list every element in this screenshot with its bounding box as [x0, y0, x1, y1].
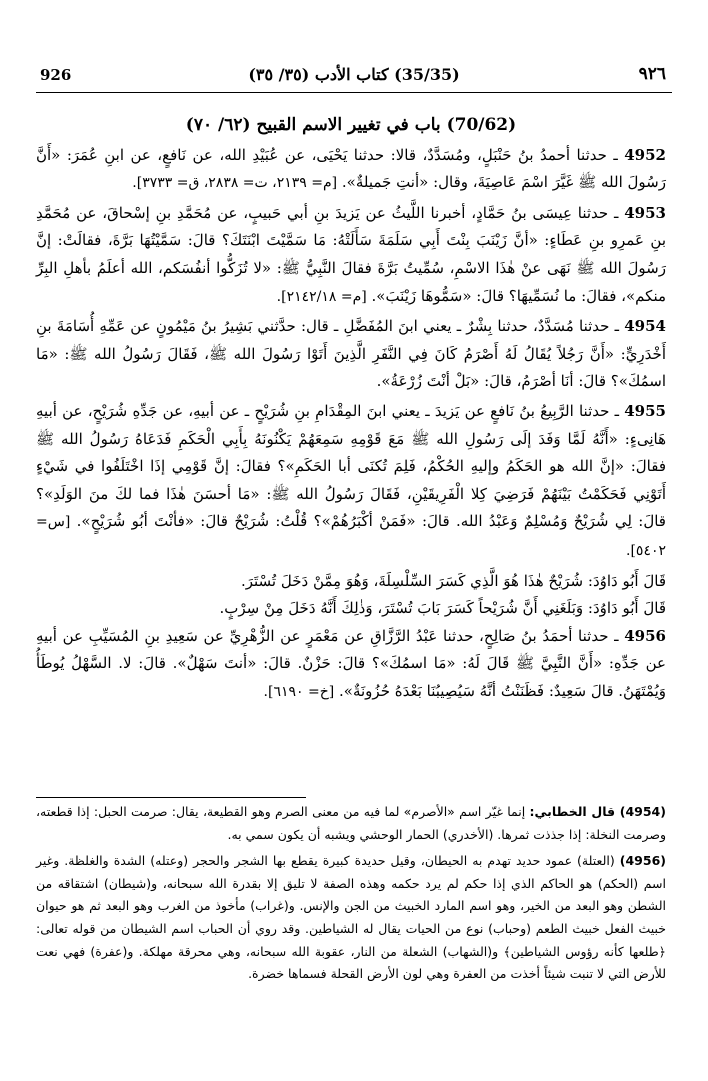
chapter-heading: (70/62) باب في تغيير الاسم القبيح (٦٢/ ٧٠) — [185, 115, 517, 135]
hadith-text: ـ حدثنا أحمدُ بنُ حَنْبَلٍ، ومُسَدَّدٌ، قالا: حدثنا يَحْيَى، عن عُبَيْدِ الله، عن نَافعٍ، عن ابنِ عُمَرَ: «أَنَّ رَسُولَ الله ﷺ غَيَّرَ اسْمَ عَاصِيَةَ، وقال: «أنتِ جَميلةٌ». — [36, 145, 666, 192]
footnotes — [36, 801, 666, 990]
hadith-4952 — [36, 142, 666, 198]
abu-dawud-note-2: قَالَ أَبُو دَاوُدَ: وَبَلَغَنِي أَنَّ شُرَيْحاً كَسَرَ بَابَ تُسْتَرَ، وَذٰلِكَ أَنَّهُ دَخَلَ مِنْ سِرْبٍ. — [219, 599, 666, 618]
footnote-4954 — [36, 801, 666, 846]
hadith-number: 4953 — [624, 203, 666, 222]
footnote-head: (4954) قال الخطابي: — [529, 804, 666, 819]
hadith-text: ـ حدثنا أحمَدُ بنُ صَالِحٍ، حدثنا عَبْدُ الرَّزَّاقِ عن مَعْمَرٍ عن الزُّهْرِيِّ عن سَعِيدِ بنِ المُسَيِّبِ عن أبيهِ عن جَدِّهِ: «أَنَّ النَّبِيَّ ﷺ قَالَ لَهُ: «مَا اسمُكَ»؟ قالَ: حَزْنٌ. قالَ: «أنتَ سَهْلٌ». قالَ: لا. السَّهْلُ يُوطَأُ وَيُمْتَهَنُ. قالَ سَعِيدٌ: فَظَنَنْتُ أنَّهُ سَيُصِيبُنَا بَعْدَهُ حُزُونَةٌ». — [36, 626, 666, 700]
running-title: (35/35) كتاب الأدب (٣٥/ ٣٥) — [248, 65, 460, 84]
hadith-number: 4952 — [624, 145, 666, 164]
main-text — [36, 112, 666, 708]
hadith-4953 — [36, 200, 666, 311]
hadith-refs: [م= ٢١٤٢/١٨]. — [276, 288, 367, 305]
hadith-text: ـ حدثنا عِيسَى بنُ حَمَّادٍ، أخبرنا اللَّيثُ عن يَزيدَ بنِ أبي حَبيبٍ، عن مُحَمَّدِ بنِ إسْحاقَ، عن مُحَمَّدِ بنِ عَمرِو بنِ عَطَاءٍ: «أنَّ زَيْنَبَ بِنْتَ أَبِي سَلَمَةَ سَأَلَتْهُ: مَا سَمَّيْتَ ابْنَتَكَ؟ قالَ: سَمَّيْتُهَا بَرَّةَ، فقالَتْ: إنَّ رَسُولَ الله ﷺ نَهَى عنْ هٰذَا الاسْمِ، سُمِّيتُ بَرَّةَ فقالَ النَّبِيُّ ﷺ: «لا تُزَكُّوا أنفُسَكم، الله أعلَمُ بأهلِ البِرِّ منكم»، فقالَ: ما نُسَمِّيهَا؟ قالَ: «سَمُّوهَا زَيْنَبَ». — [36, 203, 666, 305]
page-number-arabic: ٩٢٦ — [638, 64, 666, 84]
hadith-4956 — [36, 623, 666, 707]
abu-dawud-note-1: قَالَ أَبُو دَاوُدَ: شُرَيْحٌ هٰذَا هُوَ الَّذِي كَسَرَ السِّلْسِلَةَ، وَهُوَ مِمَّنْ دَخَلَ تُسْتَرَ. — [240, 571, 666, 590]
hadith-text: ـ حدثنا الرَّبِيعُ بنُ نَافعٍ عن يَزيدَ ـ يعني ابنَ المِقْدَامِ بنِ شُرَيْحٍ ـ عن أبيهِ، عن جَدِّهِ شُرَيْحٍ، عن أبيهِ هَانِىءٍ: «أَنَّهُ لَمَّا وَفَدَ إلَى رَسُولِ الله ﷺ مَعَ قَوْمِهِ سَمِعَهُمْ يَكْنُونَهُ بِأَبِي الْحَكَمِ فَدَعَاهُ رَسُولُ الله ﷺ فقالَ: «إنَّ الله هو الحَكَمُ وإليهِ الحُكْمُ، فَلِمَ تُكنَى أبا الحَكَمِ»؟ فقالَ: إنَّ قَوْمِي إذَا اخْتَلَفُوا في شَيْءٍ أَتَوْنِي فَحَكَمْتُ بَيْنَهُمْ فَرَضِيَ كِلا الْفَرِيقَيْنِ، فَقَالَ رَسُولُ الله ﷺ: «مَا أحسَنَ هٰذَا فما لكَ منَ الوَلَدِ»؟ قالَ: لِي شُرَيْحٌ وَمُسْلِمٌ وَعَبْدُ الله. قالَ: «فَمَنْ أكْبَرُهُمْ»؟ قُلْتُ: شُرَيْحٌ قالَ: «فأنْتَ أبُو شُرَيْحٍ». — [36, 401, 666, 531]
hadith-text: ـ حدثنا مُسَدَّدٌ، حدثنا بِشْرٌ ـ يعني ابنَ المُفَضَّلِ ـ قال: حدَّثني بَشِيرُ بنُ مَيْمُونٍ عن عَمِّهِ أُسَامَةَ بنِ أَخْدَرِيٍّ: «أَنَّ رَجُلاً يُقَالُ لَهُ أَصْرَمُ كَانَ فِي النَّفَرِ الَّذِينَ أَتَوْا رَسُولَ الله ﷺ، فَقَالَ رَسُولُ الله ﷺ: «مَا اسمُكَ»؟ قالَ: أنَا أصْرَمُ، قالَ: «بَلْ أنْتَ زُرْعَةُ». — [36, 317, 666, 391]
hadith-4954 — [36, 313, 666, 396]
hadith-refs: [م= ٢١٣٩، ت= ٢٨٣٨، ق= ٣٧٣٣]. — [132, 175, 338, 192]
footnote-separator — [36, 797, 306, 798]
footnote-head: (4956) — [619, 853, 666, 869]
hadith-number: 4954 — [624, 317, 666, 336]
footnote-4956 — [36, 850, 666, 986]
hadith-number: 4955 — [624, 401, 666, 420]
hadith-refs: [س= ٥٤٠٢]. — [36, 514, 666, 559]
hadith-refs: [خ= ٦١٩٠]. — [263, 683, 335, 700]
footnote-text: إنما غيّر اسم «الأصرم» لما فيه من معنى الصرم وهو القطيعة، يقال: صرمت الحبل: إذا قطعته، وصرمت النخلة: إذا جذذت ثمرها. (الأخدري) الحمار الوحشي ويشبه أن يكون سمي به. — [36, 804, 666, 842]
page-header — [36, 62, 672, 93]
hadith-4955 — [36, 398, 666, 566]
hadith-number: 4956 — [624, 626, 666, 645]
footnote-text: (العتلة) عمود حديد تهدم به الحيطان، وقيل حديدة كبيرة يقطع بها الشجر والحجر (وعتله) الشدة والغلظة. وغير اسم (الحكم) هو الحاكم الذي إذا حكم لم يرد حكمه وهذه الصفة لا تليق إلا بقدرة الله سبحانه، و(شيطان) اشتقاقه من الشطن وهو البعد من الخير، وهو اسم المارد الخبيث من الجن والإنس. و(غراب) مأخوذ من الغرب وهو البعد ثم هو حيوان خبيث الفعل خبيث الطعم (وحباب) نوع من الحيات يقال له الشياطين. وقد روي أن الحباب اسم الشيطان من قوله تعالى: ﴿طلعها كأنه رؤوس الشياطين﴾ و(الشهاب) الشعلة من النار، عقوبة الله سبحانه، وهي محرقة مهلكة. و(عفرة) فهي نعت للأرض التي لا تنبت شيئاً أخذت من العفرة وهي لون الأرض القحلة فسماها خضرة. — [36, 853, 666, 982]
page-number-latin: 926 — [40, 66, 72, 84]
